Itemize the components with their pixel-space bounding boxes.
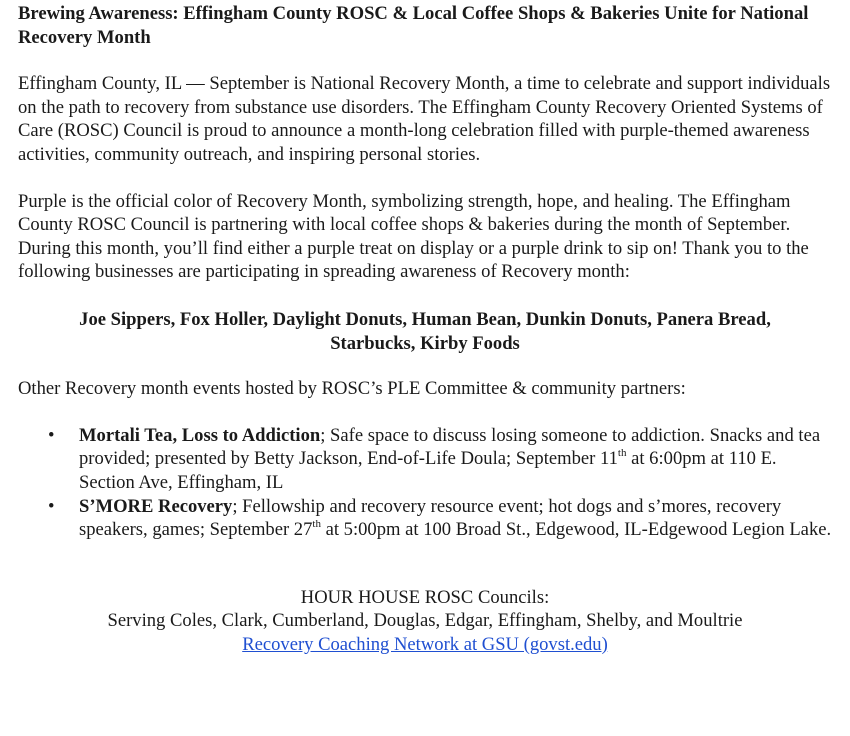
bullet-icon: • <box>48 424 55 446</box>
headline: Brewing Awareness: Effingham County ROSC & Local Coffee Shops & Bakeries Unite for National Recovery Month <box>18 3 809 48</box>
event-text: ; Safe space to discuss losing someone to addiction. Snacks and tea provided; presented by Betty Jackson, End-of-Life Doula; September 11 <box>79 424 821 470</box>
bullet-icon: • <box>48 495 55 517</box>
event-text: ; Fellowship and recovery resource event; hot dogs and s’mores, recovery speakers, games; September 27 <box>79 495 782 541</box>
footer-title: HOUR HOUSE ROSC Councils: <box>300 586 550 608</box>
events-intro: Other Recovery month events hosted by ROSC’s PLE Committee & community partners: <box>18 378 686 400</box>
footer <box>18 586 832 657</box>
recovery-network-link[interactable]: Recovery Coaching Network at GSU (govst.edu) <box>242 633 608 655</box>
event-title: Mortali Tea, Loss to Addiction <box>79 424 321 446</box>
business-list-line-2: Starbucks, Kirby Foods <box>330 332 520 354</box>
event-date-suffix: th <box>617 447 627 460</box>
event-item <box>48 495 832 542</box>
paragraph-purple: Purple is the official color of Recovery Month, symbolizing strength, hope, and healing. The Effingham County ROSC Council is partnering with local coffee shops & bakeries during the month of September. During this month, you’ll find either a purple treat on display or a purple drink to sip on! Thank you to the following businesses are participating in spreading awareness of Recovery month: <box>18 190 809 283</box>
event-item <box>48 424 832 495</box>
event-text-location: at 6:00pm at 110 E. Section Ave, Effingham, IL <box>79 448 777 493</box>
business-list <box>18 308 832 355</box>
event-date-suffix: th <box>312 517 321 530</box>
events-list <box>18 424 832 542</box>
paragraph-intro: Effingham County, IL — September is National Recovery Month, a time to celebrate and support individuals on the path to recovery from substance use disorders. The Effingham County Recovery Oriented Systems of Care (ROSC) Council is proud to announce a month-long celebration filled with purple-themed awareness activities, community outreach, and inspiring personal stories. <box>18 73 831 165</box>
event-text-location: at 5:00pm at 100 Broad St., Edgewood, IL-Edgewood Legion Lake. <box>320 519 832 541</box>
event-title: S’MORE Recovery <box>79 495 233 517</box>
business-list-line-1: Joe Sippers, Fox Holler, Daylight Donuts, Human Bean, Dunkin Donuts, Panera Bread, <box>79 308 771 330</box>
footer-counties: Serving Coles, Clark, Cumberland, Douglas, Edgar, Effingham, Shelby, and Moultrie <box>107 610 743 632</box>
